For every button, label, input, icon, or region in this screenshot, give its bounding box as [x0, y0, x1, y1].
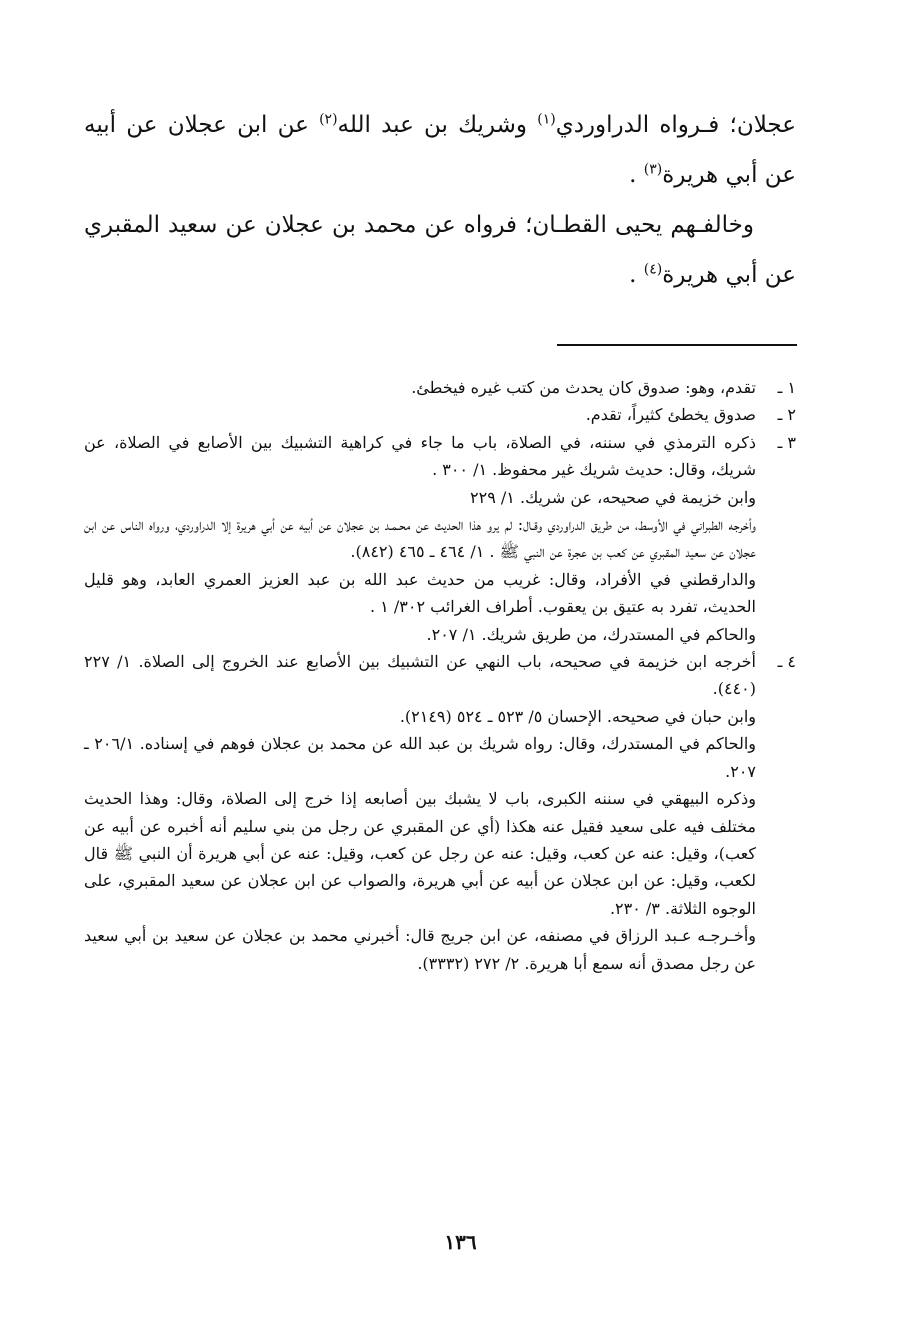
footnote-ref-3: (٣): [643, 161, 663, 178]
main-p1-part-a: عجلان؛ فـرواه الدراوردي: [555, 112, 796, 138]
footnote-number: ٤ ـ: [777, 652, 796, 672]
footnote-4-continuation: وذكره البيهقي في سننه الكبرى، باب لا يشبك بين أصابعه إذا خرج إلى الصلاة، وقال: وهذا الحديث مختلف فيه على سعيد فقيل عنه هكذا (أي عن المقبري عن رجل من بني سليم أنه أخبره عن أبيه عن كعب)، وقيل: عنه عن كعب، وقيل: عنه عن رجل عن كعب، وقيل: عنه عن أبي هريرة أن النبي ﷺ قال لكعب، وقيل: عن ابن عجلان عن أبيه عن أبي هريرة، والصواب عن ابن عجلان عن سعيد المقبري، على الوجوه الثلاثة. ٣/ ٢٣٠.: [84, 789, 756, 918]
footnotes: [84, 374, 796, 977]
footnote-ref-1: (١): [537, 111, 556, 128]
footnote-number: ٢ ـ: [777, 405, 796, 425]
footnote-3-continuation: والدارقطني في الأفراد، وقال: غريب من حديث عبد الله بن عبد العزيز العمري العابد، وهو قليل الحديث، تفرد به عتيق بن يعقوب. أطراف الغرائب ٣٠٢/ ١ .: [84, 569, 756, 617]
main-p1-part-b: وشريك بن عبد الله: [337, 112, 538, 138]
footnote-ref-4: (٤): [643, 261, 663, 278]
footnote-number: ١ ـ: [777, 378, 796, 397]
footnote-text: أخرجه ابن خزيمة في صحيحه، باب النهي عن التشبيك بين الأصابع عند الخروج إلى الصلاة. ١/ ٢٢٧ (٤٤٠).: [84, 652, 757, 699]
footnote-text: وابن خزيمة في صحيحه، عن شريك. ١/ ٢٢٩: [470, 487, 756, 507]
footnote-text: صدوق يخطئ كثيراً، تقدم.: [585, 405, 756, 425]
main-paragraph-1: [84, 100, 796, 200]
footnote-3-continuation: والحاكم في المستدرك، من طريق شريك. ١/ ٢٠٧.: [426, 624, 756, 644]
footnote-number: ٣ ـ: [777, 432, 796, 452]
footnote-separator: [557, 344, 797, 346]
footnote-3-continuation: وأخرجه الطبراني في الأوسط، من طريق الدراوردي وقـال: لم يرو هذا الحديث عن محـمـد بن عجلان عن أبيه عن أبي هريرة إلا الدراوردي، ورواه الناس عن ابن عجلان عن سعيد المقبري عن كعب بن عجرة عن النبي ﷺ . ١/ ٤٦٤ ـ ٤٦٥ (٨٤٢).: [84, 515, 756, 562]
footnote-2: [84, 401, 796, 428]
footnote-1: [84, 374, 796, 401]
main-paragraph-2: [84, 200, 796, 300]
footnote-text: ذكره الترمذي في سننه، في الصلاة، باب ما جاء في كراهية التشبيك بين الأصابع في الصلاة، عن شريك، وقال: حديث شريك غير محفوظ. ١/ ٣٠٠ .: [84, 432, 756, 480]
main-p2-part-a: وخالفـهم يحيى القطـان؛ فرواه عن محمد بن عجلان عن سعيد المقبري عن أبي هريرة: [84, 212, 796, 288]
footnote-text: والحاكم في المستدرك، وقال: رواه شريك بن عبد الله عن محمد بن عجلان فوهم في إسناده. ٢٠٦/١ ـ ٢٠٧.: [84, 734, 756, 781]
page-number: ١٣٦: [444, 1230, 477, 1254]
footnote-4-continuation: وأخـرجـه عـبد الرزاق في مصنفه، عن ابن جريج قال: أخبرني محمد بن عجلان عن سعيد بن أبي سعيد عن رجل مصدق أنه سمع أبا هريرة. ٢/ ٢٧٢ (٣٣٣٢).: [84, 926, 756, 973]
main-p1-part-c: عن ابن عجلان عن أبيه عن أبي هريرة: [84, 112, 796, 188]
main-p1-part-d: .: [629, 162, 644, 188]
footnote-text: تقدم، وهو: صدوق كان يحدث من كتب غيره فيخطئ.: [411, 378, 756, 397]
footnote-text: وابن حبان في صحيحه. الإحسان ٥/ ٥٢٣ ـ ٥٢٤ (٢١٤٩).: [399, 706, 756, 726]
footnote-4: [84, 648, 796, 785]
main-p2-part-b: .: [629, 262, 644, 288]
footnote-3: [84, 429, 796, 511]
main-text: [84, 100, 796, 300]
footnote-ref-2: (٢): [319, 111, 338, 128]
